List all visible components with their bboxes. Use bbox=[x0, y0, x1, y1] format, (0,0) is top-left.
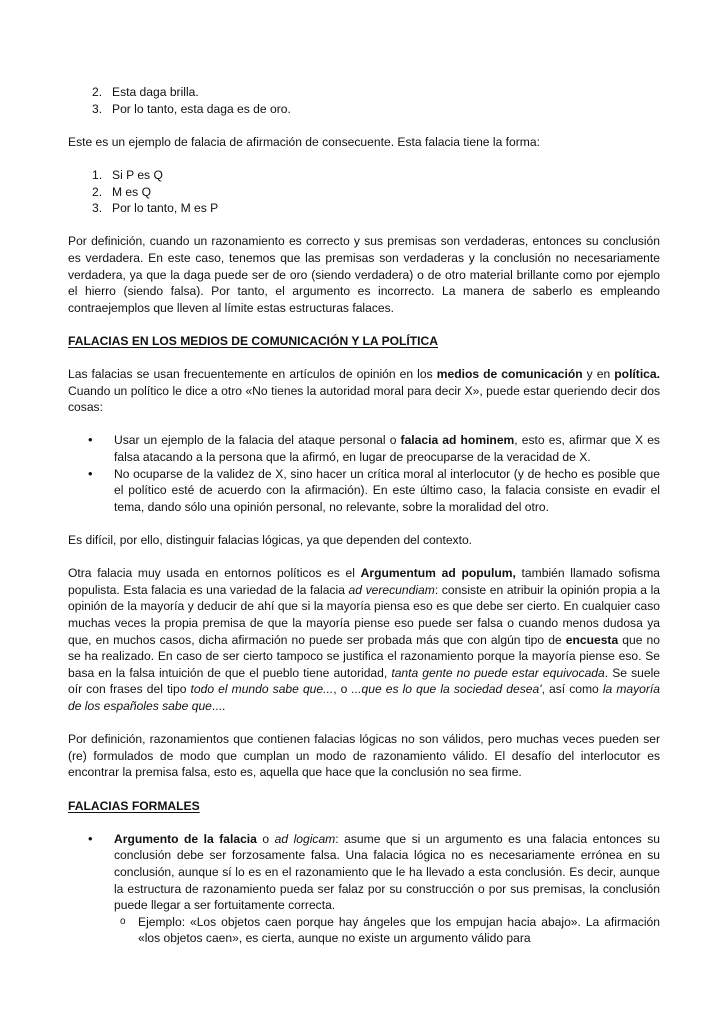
italic-term: ad logicam bbox=[274, 831, 336, 846]
text-run: , o bbox=[333, 682, 352, 697]
bold-term: encuesta bbox=[565, 632, 619, 647]
numbered-list-top bbox=[68, 84, 660, 117]
text-run: Usar un ejemplo de la falacia del ataque personal o bbox=[114, 433, 401, 448]
bold-term: política. bbox=[614, 367, 660, 382]
bullet-item bbox=[68, 831, 660, 947]
paragraph-medios bbox=[68, 366, 660, 416]
text-run: : asume que si un argumento es una falacia entonces su conclusión debe ser forzosamente falsa. Una falacia lógica no es necesariamente errónea en su conclusión, aunque sí lo es en el razonamiento que le ha llevado a esta conclusión. Es decir, aunque la estructura de razonamiento pueda ser falaz por su construcción o por sus premisas, la conclusión puede llegar a ser fortuitamente correcta. bbox=[114, 831, 660, 913]
text-run: también llamado sofisma populista. Esta falacia es una variedad de la falacia bbox=[68, 566, 661, 597]
text-run: , así como bbox=[541, 682, 603, 697]
bold-term: Argumentum ad populum, bbox=[360, 566, 516, 581]
list-number: 3. bbox=[92, 201, 103, 216]
bullet-item bbox=[68, 466, 660, 516]
circle-bullet-icon: o bbox=[120, 915, 126, 927]
list-item bbox=[68, 167, 660, 184]
list-item bbox=[68, 101, 660, 118]
list-item bbox=[68, 184, 660, 201]
list-text: Por lo tanto, esta daga es de oro. bbox=[112, 101, 291, 116]
bullet-list-formales bbox=[68, 831, 660, 947]
text-run: : consiste en atribuir la opinión propia a la opinión de la mayoría y deducir de ahí que si la mayoría piensa eso es que debe ser cierto. En cualquier caso muchas veces la propia premisa de que la mayoría piense eso puede ser falsa o cuando menos dudosa ya que, en muchos casos, dicha afirmación no puede ser probada más que con algún tipo de bbox=[68, 582, 660, 647]
list-item bbox=[68, 84, 660, 101]
bullet-list-medios bbox=[68, 432, 660, 515]
italic-term: tanta gente no puede estar equivocada bbox=[391, 665, 605, 680]
text-run: Otra falacia muy usada en entornos políticos es el bbox=[68, 566, 361, 581]
paragraph-populum bbox=[68, 565, 660, 714]
text-run: Las falacias se usan frecuentemente en artículos de opinión en los bbox=[68, 367, 437, 382]
paragraph-reformulados: Por definición, razonamientos que contienen falacias lógicas no son válidos, pero muchas veces pueden ser (re) formulados de modo que cumplan un modo de razonamiento válido. El desafío del interlocutor es encontrar la premisa falsa, esto es, aquella que hace que la conclusión no sea firme. bbox=[68, 732, 660, 780]
italic-term: la mayoría de los españoles sabe que bbox=[68, 682, 661, 713]
list-text: M es Q bbox=[112, 184, 151, 199]
text-run: que no se ha realizado. En caso de ser cierto tampoco se justifica el razonamiento porque la mayoría piense eso. Se basa en la falsa intuición de que el pueblo tiene autoridad, bbox=[68, 632, 660, 680]
paragraph-dificil: Es difícil, por ello, distinguir falacias lógicas, ya que dependen del contexto. bbox=[68, 533, 473, 548]
text-run: o bbox=[256, 831, 275, 846]
list-item bbox=[68, 200, 660, 217]
bold-term: medios de comunicación bbox=[436, 367, 583, 382]
text-run: , esto es, afirmar que X es falsa atacando a la persona que la afirmó, en lugar de preocuparse de la veracidad de X. bbox=[114, 433, 660, 465]
bullet-item bbox=[68, 432, 660, 465]
italic-term: todo el mundo sabe que... bbox=[190, 682, 334, 697]
bold-term: falacia ad hominem bbox=[400, 433, 515, 448]
section-heading-medios: FALACIAS EN LOS MEDIOS DE COMUNICACIÓN Y LA POLÍTICA bbox=[68, 333, 438, 348]
text-run: Cuando un político le dice a otro «No tienes la autoridad moral para decir X», puede estar queriendo decir dos cosas: bbox=[68, 383, 660, 415]
list-number: 2. bbox=[92, 85, 103, 99]
numbered-list-forma bbox=[68, 167, 660, 217]
sub-list bbox=[114, 914, 660, 947]
list-number: 3. bbox=[92, 101, 103, 116]
sub-list-item bbox=[114, 914, 660, 947]
list-text: Por lo tanto, M es P bbox=[112, 201, 219, 216]
list-number: 1. bbox=[92, 167, 103, 182]
section-heading-formales: FALACIAS FORMALES bbox=[68, 798, 200, 813]
bold-term: Argumento de la falacia bbox=[114, 831, 257, 846]
document-page bbox=[68, 84, 660, 963]
bullet-icon: • bbox=[88, 432, 93, 448]
paragraph-ejemplo: Este es un ejemplo de falacia de afirmación de consecuente. Esta falacia tiene la forma: bbox=[68, 134, 540, 149]
paragraph-definicion: Por definición, cuando un razonamiento es correcto y sus premisas son verdaderas, entonces su conclusión es verdadera. En este caso, tenemos que las premisas son verdaderas y la conclusión no necesariamente verdadera, ya que la daga puede ser de oro (siendo verdadera) o de otro material brillante como por ejemplo el hierro (siendo falsa). Por tanto, el argumento es incorrecto. La manera de saberlo es empleando contraejemplos que lleven al límite estas estructuras falaces. bbox=[68, 234, 660, 315]
bullet-icon: • bbox=[88, 830, 93, 846]
italic-term: ad verecundiam bbox=[348, 582, 435, 597]
text-run: .... bbox=[211, 698, 226, 713]
list-text: Esta daga brilla. bbox=[112, 85, 199, 99]
list-number: 2. bbox=[92, 184, 103, 199]
text-run: y en bbox=[582, 367, 615, 382]
list-text: Si P es Q bbox=[112, 167, 163, 182]
text-run: Ejemplo: «Los objetos caen porque hay ángeles que los empujan hacia abajo». La afirmación «los objetos caen», es cierta, aunque no existe un argumento válido para bbox=[138, 914, 660, 946]
text-run: . Se suele oír con frases del tipo bbox=[68, 665, 660, 697]
bullet-icon: • bbox=[88, 465, 93, 481]
italic-term: ...que es lo que la sociedad desea' bbox=[351, 682, 542, 697]
text-run: No ocuparse de la validez de X, sino hacer un crítica moral al interlocutor (y de hecho es posible que el político esté de acuerdo con la afirmación). En este último caso, la falacia consiste en evadir el tema, dando sólo una opinión personal, no relevante, sobre la moralidad del otro. bbox=[114, 466, 660, 514]
